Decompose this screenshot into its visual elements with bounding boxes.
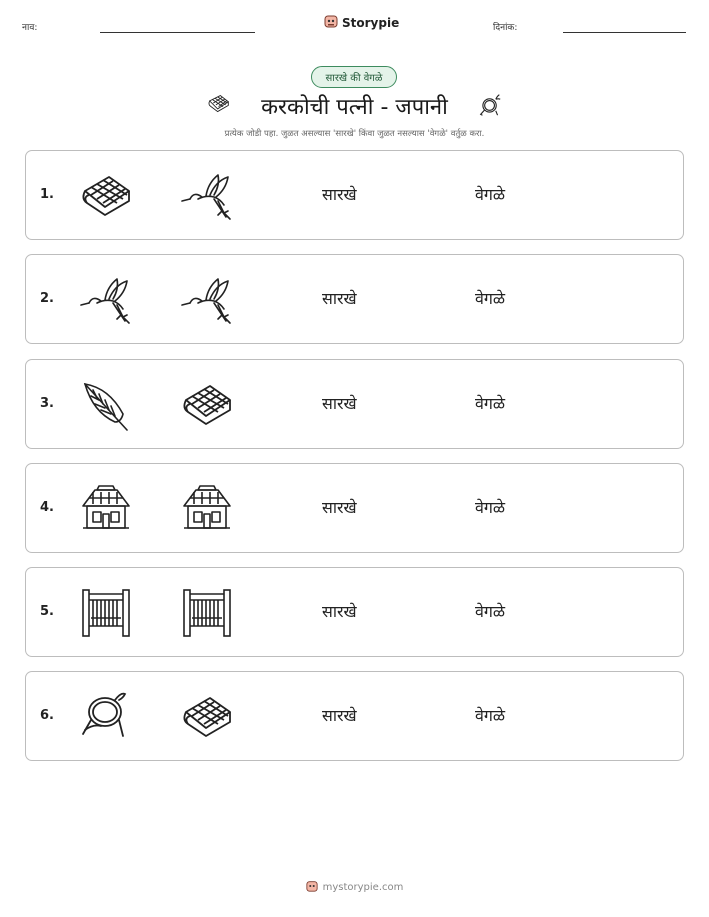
worksheet-title: करकोची पत्नी - जपानी: [261, 95, 448, 120]
feather-icon: [79, 378, 133, 432]
name-label: नाव:: [22, 23, 38, 33]
activity-badge: सारखे की वेगळे: [311, 66, 397, 88]
exercise-row: [25, 359, 684, 449]
row-number: 3.: [40, 396, 54, 411]
exercise-row: [25, 150, 684, 240]
name-line: [100, 32, 255, 33]
date-label: दिनांक:: [493, 23, 518, 33]
different-option[interactable]: वेगळे: [475, 185, 506, 204]
crane-icon: [180, 273, 234, 327]
blanket-icon: [79, 169, 133, 223]
row-number: 5.: [40, 604, 54, 619]
instructions: प्रत्येक जोडी पहा. जुळत असल्यास 'सारखे' किंवा जुळत नसल्यास 'वेगळे' वर्तुळ करा.: [224, 129, 485, 139]
same-option[interactable]: सारखे: [322, 289, 357, 308]
exercise-row: [25, 671, 684, 761]
footer: [0, 880, 709, 895]
hut-icon: [79, 482, 133, 536]
exercise-row: [25, 463, 684, 553]
row-number: 6.: [40, 708, 54, 723]
row-number: 4.: [40, 500, 54, 515]
storypie-logo-icon: [306, 880, 318, 895]
different-option[interactable]: वेगळे: [475, 394, 506, 413]
different-option[interactable]: वेगळे: [475, 498, 506, 517]
worksheet-header: [0, 10, 709, 40]
blanket-icon: [180, 690, 234, 744]
row-number: 1.: [40, 187, 54, 202]
same-option[interactable]: सारखे: [322, 185, 357, 204]
same-option[interactable]: सारखे: [322, 394, 357, 413]
hut-icon: [180, 482, 234, 536]
thread-icon: [79, 690, 133, 744]
different-option[interactable]: वेगळे: [475, 706, 506, 725]
footer-url: mystorypie.com: [322, 882, 404, 893]
loom-icon: [180, 586, 234, 640]
same-option[interactable]: सारखे: [322, 602, 357, 621]
different-option[interactable]: वेगळे: [475, 602, 506, 621]
thread-icon: [478, 92, 502, 122]
brand-name: Storypie: [342, 15, 400, 30]
different-option[interactable]: वेगळे: [475, 289, 506, 308]
same-option[interactable]: सारखे: [322, 706, 357, 725]
same-option[interactable]: सारखे: [322, 498, 357, 517]
crane-icon: [180, 169, 234, 223]
row-number: 2.: [40, 291, 54, 306]
blanket-icon: [180, 378, 234, 432]
storypie-logo-icon: [324, 13, 338, 32]
loom-icon: [79, 586, 133, 640]
brand-logo: [324, 13, 399, 32]
exercise-row: [25, 254, 684, 344]
exercise-row: [25, 567, 684, 657]
crane-icon: [79, 273, 133, 327]
date-line: [563, 32, 686, 33]
